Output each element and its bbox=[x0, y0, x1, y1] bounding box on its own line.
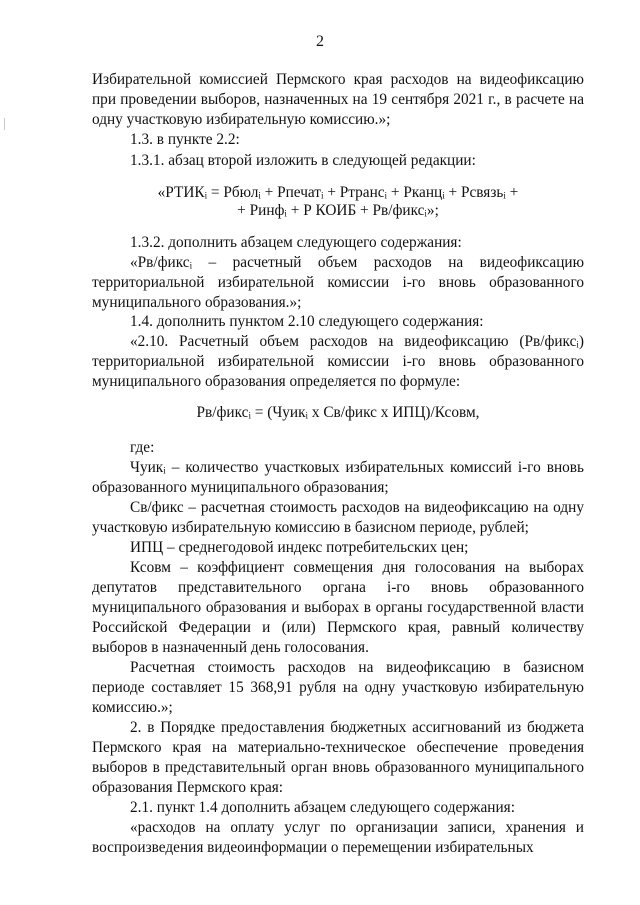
clause-2: 2. в Порядке предоставления бюджетных ассигнований из бюджета Пермского края на материально-техническое обеспечение проведения выборов в представительный орган вновь образованного муниципального образования Пермского края: bbox=[92, 719, 584, 796]
clause-2-10: «2.10. Расчетный объем расходов на видеофиксацию (Рв/фиксᵢ) территориальной избирательной комиссии i-го вновь образованного муниципального образования определяется по формуле: bbox=[92, 333, 584, 390]
definition-chuik: Чуикᵢ – количество участковых избирательных комиссий i-го вновь образованного муниципального образования; bbox=[92, 459, 584, 496]
definition-ksovm: Ксовм – коэффициент совмещения дня голосования на выборах депутатов представительного органа i-го вновь образованного муниципального образования и выборах в органы государственной власти Российской Федерации и (или) Пермского края, равный количеству выборов в назначенный день голосования. bbox=[92, 559, 584, 656]
definition-ipc: ИПЦ – среднегодовой индекс потребительских цен; bbox=[130, 539, 469, 556]
paragraph-continuation: Избирательной комиссией Пермского края расходов на видеофиксацию при проведении выборов, назначенных на 19 сентября 2021 г., в расчете на одну участковую избирательную комиссию.»; bbox=[92, 71, 584, 128]
paragraph-video-recording: «расходов на оплату услуг по организации записи, хранения и воспроизведения видеоинформации о перемещении избирательных bbox=[92, 819, 584, 856]
clause-1-3-2: 1.3.2. дополнить абзацем следующего содержания: bbox=[130, 234, 462, 251]
clause-1-3: 1.3. в пункте 2.2: bbox=[130, 131, 240, 148]
definition-sv-fiks: Св/фикс – расчетная стоимость расходов на видеофиксацию на одну участковую избирательную комиссию в базисном периоде, рублей; bbox=[92, 499, 584, 536]
where-label: где: bbox=[130, 439, 155, 456]
scan-edge-mark bbox=[4, 118, 5, 130]
formula-rtik-line-1: «РТИКᵢ = Рбюлᵢ + Рпечатᵢ + Ртрансᵢ + Рканцᵢ + Рсвязьᵢ + bbox=[157, 184, 519, 201]
clause-1-3-1: 1.3.1. абзац второй изложить в следующей редакции: bbox=[130, 152, 476, 169]
paragraph-base-cost: Расчетная стоимость расходов на видеофиксацию в базисном периоде составляет 15 368,91 рубля на одну участковую избирательную комиссию.»; bbox=[92, 659, 584, 716]
clause-2-1: 2.1. пункт 1.4 дополнить абзацем следующего содержания: bbox=[130, 799, 515, 816]
definition-rv-fiks: «Рв/фиксᵢ – расчетный объем расходов на видеофиксацию территориальной избирательной комиссии i-го вновь образованного муниципального образования.»; bbox=[92, 254, 584, 311]
formula-rv-fiks: Рв/фиксᵢ = (Чуикᵢ х Св/фикс х ИПЦ)/Ксовм, bbox=[196, 404, 480, 421]
page-number: 2 bbox=[316, 33, 324, 50]
clause-1-4: 1.4. дополнить пунктом 2.10 следующего содержания: bbox=[130, 313, 484, 330]
formula-rtik-line-2: + Ринфᵢ + Р КОИБ + Рв/фиксᵢ»; bbox=[237, 202, 439, 219]
